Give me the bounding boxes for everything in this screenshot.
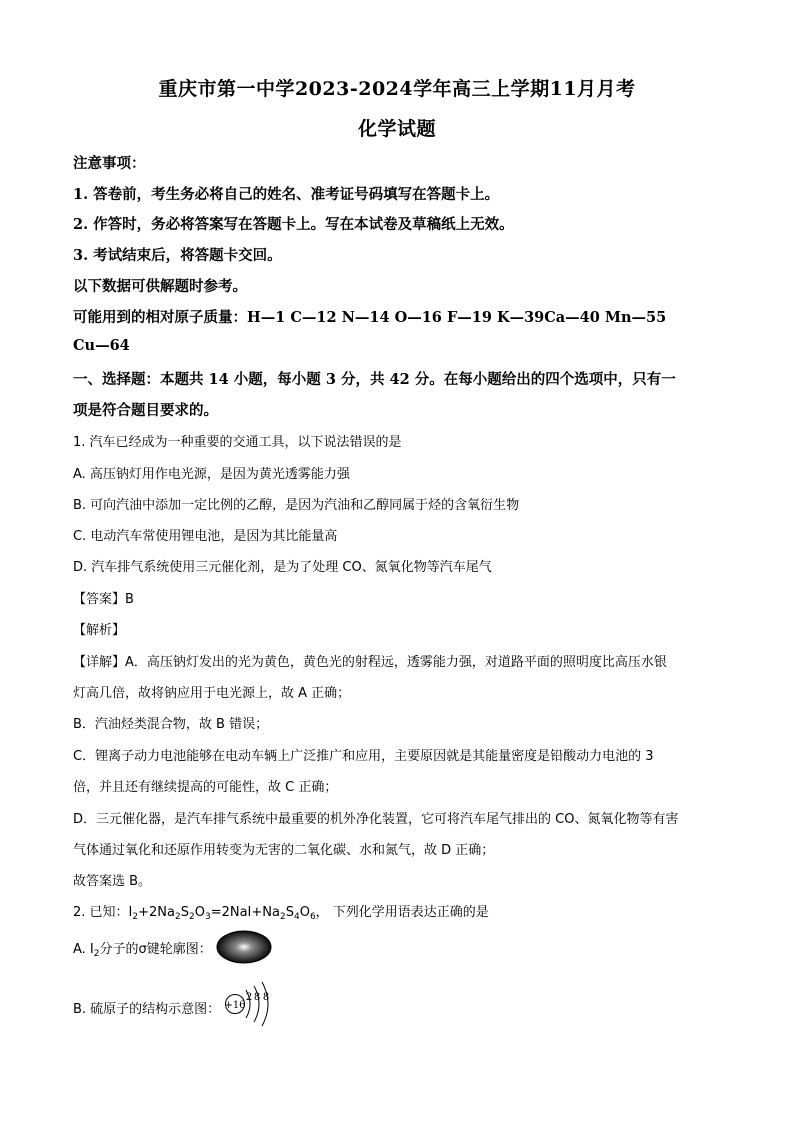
exam-subtitle: 化学试题 — [357, 118, 436, 140]
data-reference: 以下数据可供解题时参考。 — [73, 278, 247, 295]
chemical-equation: $I_2+2Na_2S_2O_3=2NaI+Na_2S_4O_6$ — [128, 905, 316, 922]
option-d: D. 汽车排气系统使用三元催化剂，是为了处理 CO、氮氧化物等汽车尾气 — [73, 560, 492, 575]
section-heading: 一、选择题：本题共 14 小题，每小题 3 分，共 42 分。在每小题给出的四个选项中，只有一 — [73, 371, 676, 388]
atomic-mass-line: Cu—64 — [73, 337, 130, 354]
option-a: A. $I_2$分子的σ键轮廓图： — [73, 930, 272, 964]
sulfur-atom-structure-diagram — [224, 980, 276, 1034]
option-c: C. 电动汽车常使用锂电池，是因为其比能量高 — [73, 529, 338, 544]
option-b: B. 可向汽油中添加一定比例的乙醇，是因为汽油和乙醇同属于烃的含氧衍生物 — [73, 498, 520, 513]
detail-line: D．三元催化器，是汽车排气系统中最重要的机外净化装置，它可将汽车尾气排出的 CO、氮氧化物等有害 — [73, 812, 679, 827]
detail-line: B．汽油烃类混合物，故 B 错误； — [73, 717, 269, 732]
notes-item: 1. 答卷前，考生务必将自己的姓名、准考证号码填写在答题卡上。 — [73, 186, 500, 203]
analysis-label: 【解析】 — [73, 623, 126, 638]
detail-line: 倍，并且还有继续提高的可能性，故 C 正确； — [73, 780, 338, 795]
section-heading: 项是符合题目要求的。 — [73, 402, 218, 419]
detail-line: 【详解】A．高压钠灯发出的光为黄色，黄色光的射程远，透雾能力强，对道路平面的照明度比高压水银 — [73, 655, 667, 670]
question-stem — [73, 901, 489, 920]
notes-item: 2. 作答时，务必将答案写在答题卡上。写在本试卷及草稿纸上无效。 — [73, 216, 514, 233]
exam-title: 重庆市第一中学2023-2024学年高三上学期11月月考 — [158, 78, 636, 100]
detail-line: 气体通过氧化和还原作用转变为无害的二氧化碳、水和氮气，故 D 正确； — [73, 843, 495, 858]
nucleus-charge: +16 — [224, 1000, 246, 1011]
detail-line: C．锂离子动力电池能够在电动车辆上广泛推广和应用，主要原因就是其能量密度是铅酸动力电池的 3 — [73, 749, 654, 764]
notes-heading: 注意事项： — [73, 155, 146, 172]
detail-line: 灯高几倍，故将钠应用于电光源上，故 A 正确； — [73, 686, 351, 701]
atomic-mass-line: 可能用到的相对原子质量：H—1 C—12 N—14 O—16 F—19 K—39Ca—40 Mn—55 — [73, 309, 667, 326]
option-b: B. 硫原子的结构示意图： +16 2 8 8 — [73, 980, 276, 1034]
answer-label: 【答案】B — [73, 592, 134, 607]
option-a: A. 高压钠灯用作电光源，是因为黄光透雾能力强 — [73, 467, 350, 482]
sigma-bond-orbital-figure — [216, 930, 272, 964]
stem-prefix: 2. 已知： — [73, 905, 129, 920]
stem-suffix: ， 下列化学用语表达正确的是 — [315, 905, 489, 920]
shell-electrons: 8 — [254, 992, 261, 1003]
question-stem: 1. 汽车已经成为一种重要的交通工具，以下说法错误的是 — [73, 435, 402, 450]
notes-item: 3. 考试结束后，将答题卡交回。 — [73, 247, 282, 264]
detail-line: 故答案选 B。 — [73, 874, 152, 889]
shell-electrons: 8 — [263, 992, 270, 1003]
shell-electrons: 2 — [246, 992, 253, 1003]
